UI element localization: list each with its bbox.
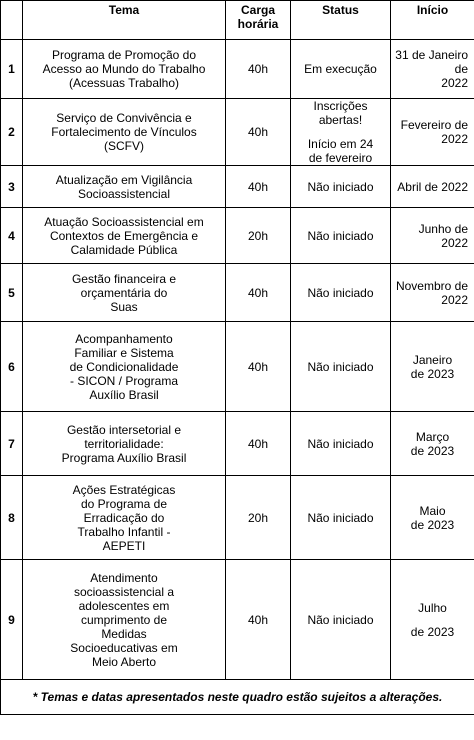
table-row: [1, 208, 474, 264]
row-inicio: [391, 166, 474, 208]
status-line: Não iniciado: [307, 285, 374, 300]
table-row: [1, 412, 474, 476]
row-tema: [23, 99, 226, 166]
inicio-line: 2022: [441, 235, 468, 250]
row-status: [291, 322, 391, 412]
inicio-line: de 2023: [410, 517, 455, 532]
row-number: 9: [1, 560, 23, 680]
table-body: [1, 40, 474, 680]
tema-line: socioassistencial a: [73, 584, 175, 599]
footer-note: * Temas e datas apresentados neste quadro estão sujeitos a alterações.: [1, 680, 474, 715]
tema-line: Acesso ao Mundo do Trabalho: [42, 62, 206, 76]
row-carga: 40h: [226, 264, 291, 322]
inicio-line: Julho: [418, 600, 447, 615]
tema-line: Programa Auxílio Brasil: [61, 450, 187, 465]
row-tema: [23, 208, 226, 264]
row-inicio: [391, 264, 474, 322]
row-status: [291, 166, 391, 208]
tema-line: Gestão financeira e: [71, 271, 177, 286]
row-carga: 40h: [226, 412, 291, 476]
tema-line: AEPETI: [102, 538, 146, 553]
row-status: [291, 412, 391, 476]
header-inicio: Início: [391, 1, 474, 40]
row-carga: 20h: [226, 208, 291, 264]
row-carga: 40h: [226, 99, 291, 166]
tema-line: territorialidade:: [84, 436, 164, 451]
row-tema: [23, 40, 226, 99]
status-line: de fevereiro: [308, 151, 373, 165]
row-status: [291, 40, 391, 99]
inicio-line: Maio: [419, 503, 446, 518]
header-status: Status: [291, 1, 391, 40]
row-number: 4: [1, 208, 23, 264]
row-carga: 40h: [226, 40, 291, 99]
tema-line: Meio Aberto: [91, 654, 157, 669]
tema-line: (SCFV): [104, 139, 144, 153]
tema-line: Programa de Promoção do: [51, 48, 197, 62]
tema-line: - SICON / Programa: [69, 373, 179, 388]
status-line: Não iniciado: [307, 612, 374, 627]
table-row: [1, 99, 474, 166]
header-carga-line1: Carga: [240, 3, 275, 17]
status-line: [293, 127, 388, 137]
table-row: [1, 166, 474, 208]
inicio-line: 31 de Janeiro de: [395, 48, 468, 76]
tema-line: (Acessuas Trabalho): [68, 76, 180, 90]
status-line: Início em 24: [307, 137, 374, 151]
tema-line: Gestão intersetorial e: [66, 422, 182, 437]
tema-line: Familiar e Sistema: [74, 345, 174, 360]
table-row: [1, 560, 474, 680]
tema-line: Erradicação do: [83, 510, 165, 525]
tema-line: Fortalecimento de Vínculos: [51, 125, 197, 139]
inicio-line: 2022: [441, 76, 468, 90]
tema-line: Medidas: [101, 626, 147, 641]
inicio-line: Abril de 2022: [397, 179, 468, 194]
inicio-line: de 2023: [410, 624, 455, 639]
tema-line: Atualização em Vigilância: [55, 172, 193, 187]
status-line: Em execução: [304, 62, 377, 76]
status-line: Não iniciado: [307, 436, 374, 451]
row-number: 3: [1, 166, 23, 208]
inicio-line: Novembro de: [395, 278, 468, 293]
header-row: [1, 1, 474, 40]
tema-line: Socioassistencial: [77, 186, 171, 201]
row-carga: 40h: [226, 166, 291, 208]
row-number: 5: [1, 264, 23, 322]
inicio-line: 2022: [441, 292, 468, 307]
tema-line: cumprimento de: [80, 612, 168, 627]
row-inicio: [391, 208, 474, 264]
status-line: abertas!: [318, 113, 363, 127]
row-status: [291, 264, 391, 322]
row-inicio: [391, 40, 474, 99]
inicio-line: 2022: [441, 132, 468, 146]
status-line: Não iniciado: [307, 359, 374, 374]
status-line: Não iniciado: [307, 228, 374, 243]
tema-line: Calamidade Pública: [70, 242, 178, 257]
row-inicio: [391, 412, 474, 476]
table-row: [1, 322, 474, 412]
tema-line: Atuação Socioassistencial em: [44, 214, 204, 229]
tema-line: de Condicionalidade: [69, 359, 179, 374]
tema-line: Serviço de Convivência e: [56, 111, 192, 125]
header-tema: Tema: [23, 1, 226, 40]
row-number: 2: [1, 99, 23, 166]
row-tema: [23, 264, 226, 322]
row-tema: [23, 560, 226, 680]
tema-line: Ações Estratégicas: [72, 482, 176, 497]
tema-line: Acompanhamento: [75, 331, 173, 346]
table-row: [1, 264, 474, 322]
tema-line: Suas: [110, 299, 138, 314]
footer-row: [1, 680, 474, 715]
tema-line: Socioeducativas em: [70, 640, 178, 655]
inicio-line: Março: [415, 429, 450, 444]
inicio-line: de 2023: [410, 366, 455, 381]
row-inicio: [391, 560, 474, 680]
row-tema: [23, 166, 226, 208]
inicio-line: [393, 615, 472, 625]
row-tema: [23, 322, 226, 412]
tema-line: orçamentária do: [80, 285, 168, 300]
row-status: [291, 560, 391, 680]
status-line: Inscrições: [313, 99, 368, 113]
row-number: 7: [1, 412, 23, 476]
row-status: [291, 99, 391, 166]
row-tema: [23, 476, 226, 560]
tema-line: Contextos de Emergência e: [49, 228, 199, 243]
row-inicio: [391, 99, 474, 166]
inicio-line: de 2023: [410, 443, 455, 458]
row-number: 1: [1, 40, 23, 99]
header-carga-line2: horária: [237, 17, 279, 31]
inicio-line: Junho de: [418, 221, 468, 236]
table-row: [1, 476, 474, 560]
row-number: 6: [1, 322, 23, 412]
row-inicio: [391, 476, 474, 560]
row-carga: 40h: [226, 322, 291, 412]
row-number: 8: [1, 476, 23, 560]
row-inicio: [391, 322, 474, 412]
status-line: Não iniciado: [307, 179, 374, 194]
tema-line: Auxílio Brasil: [89, 387, 159, 402]
row-status: [291, 208, 391, 264]
tema-line: Trabalho Infantil -: [77, 524, 171, 539]
header-num: [1, 1, 23, 40]
inicio-line: Janeiro: [412, 352, 453, 367]
row-tema: [23, 412, 226, 476]
tema-line: adolescentes em: [78, 598, 170, 613]
row-status: [291, 476, 391, 560]
row-carga: 20h: [226, 476, 291, 560]
table-row: [1, 40, 474, 99]
status-line: Não iniciado: [307, 510, 374, 525]
tema-line: do Programa de: [80, 496, 168, 511]
tema-line: Atendimento: [90, 570, 158, 585]
header-carga: [226, 1, 291, 40]
inicio-line: Fevereiro de: [400, 118, 468, 132]
row-carga: 40h: [226, 560, 291, 680]
